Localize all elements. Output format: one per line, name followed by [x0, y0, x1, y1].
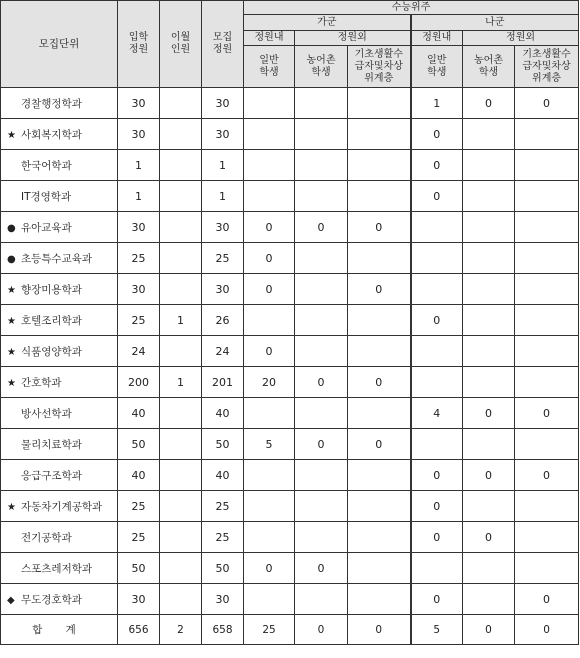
cell-na-basic: [515, 181, 579, 212]
cell-ga-farming: [295, 584, 348, 615]
unit-name: 방사선학과: [21, 407, 72, 420]
cell-recruit: 30: [202, 584, 244, 615]
unit-name: 유아교육과: [21, 221, 72, 234]
total-recruit: 658: [202, 615, 244, 645]
cell-recruit: 30: [202, 88, 244, 119]
cell-admission: 25: [118, 522, 160, 553]
cell-na-basic: [515, 336, 579, 367]
unit-name-cell: [1, 460, 118, 491]
cell-na-basic: [515, 429, 579, 460]
unit-name-cell: [1, 398, 118, 429]
table-row: [1, 553, 579, 584]
table-row: [1, 336, 579, 367]
cell-admission: 24: [118, 336, 160, 367]
cell-transfer: [160, 119, 202, 150]
cell-na-basic: 0: [515, 460, 579, 491]
cell-transfer: [160, 88, 202, 119]
cell-admission: 1: [118, 150, 160, 181]
unit-name-cell: [1, 181, 118, 212]
header-unit: 모집단위: [1, 1, 118, 88]
cell-transfer: [160, 336, 202, 367]
cell-ga-farming: [295, 460, 348, 491]
cell-ga-basic: 0: [348, 429, 411, 460]
cell-transfer: [160, 150, 202, 181]
cell-transfer: [160, 460, 202, 491]
cell-na-general: [411, 429, 463, 460]
cell-ga-general: 0: [244, 553, 295, 584]
cell-transfer: [160, 429, 202, 460]
row-marker-icon: ★: [7, 346, 16, 358]
cell-transfer: [160, 522, 202, 553]
cell-na-farming: [463, 119, 515, 150]
cell-transfer: [160, 181, 202, 212]
cell-ga-farming: [295, 150, 348, 181]
cell-na-general: 0: [411, 305, 463, 336]
unit-name-cell: [1, 88, 118, 119]
table-row: [1, 150, 579, 181]
header-ga-out-quota: 정원외: [295, 31, 411, 46]
unit-name: 향장미용학과: [21, 283, 82, 296]
cell-recruit: 1: [202, 150, 244, 181]
table-row: [1, 522, 579, 553]
cell-recruit: 1: [202, 181, 244, 212]
unit-name: 초등특수교육과: [21, 252, 93, 265]
cell-ga-basic: [348, 150, 411, 181]
total-na-general: 5: [411, 615, 463, 645]
cell-ga-basic: [348, 336, 411, 367]
cell-ga-general: 20: [244, 367, 295, 398]
cell-na-farming: [463, 553, 515, 584]
row-marker-icon: ★: [7, 315, 16, 327]
table-row: [1, 274, 579, 305]
table-row: [1, 398, 579, 429]
unit-name-cell: [1, 243, 118, 274]
cell-na-basic: [515, 305, 579, 336]
unit-name-cell: [1, 305, 118, 336]
cell-na-basic: 0: [515, 88, 579, 119]
cell-admission: 1: [118, 181, 160, 212]
cell-ga-farming: [295, 119, 348, 150]
cell-transfer: [160, 212, 202, 243]
cell-transfer: [160, 274, 202, 305]
cell-ga-general: 0: [244, 212, 295, 243]
cell-ga-farming: [295, 305, 348, 336]
table-row: [1, 584, 579, 615]
cell-recruit: 40: [202, 398, 244, 429]
cell-na-basic: [515, 274, 579, 305]
cell-na-general: [411, 274, 463, 305]
cell-na-basic: 0: [515, 584, 579, 615]
cell-ga-farming: [295, 491, 348, 522]
unit-name: 자동차기계공학과: [21, 500, 103, 513]
cell-na-basic: [515, 367, 579, 398]
cell-admission: 30: [118, 119, 160, 150]
cell-ga-basic: [348, 553, 411, 584]
cell-transfer: [160, 584, 202, 615]
cell-recruit: 50: [202, 429, 244, 460]
cell-na-farming: 0: [463, 460, 515, 491]
row-marker-icon: ★: [7, 377, 16, 389]
cell-na-farming: 0: [463, 398, 515, 429]
cell-ga-basic: [348, 491, 411, 522]
cell-ga-basic: [348, 119, 411, 150]
cell-recruit: 50: [202, 553, 244, 584]
header-ga-farming: 농어촌 학생: [295, 46, 348, 88]
unit-name: 무도경호학과: [21, 593, 82, 606]
table-row: [1, 367, 579, 398]
total-row: [1, 615, 579, 645]
cell-na-general: [411, 212, 463, 243]
row-marker-icon: ★: [7, 284, 16, 296]
cell-ga-basic: [348, 88, 411, 119]
cell-na-farming: [463, 491, 515, 522]
cell-ga-farming: [295, 88, 348, 119]
unit-name: 사회복지학과: [21, 128, 82, 141]
cell-recruit: 30: [202, 212, 244, 243]
total-na-basic: 0: [515, 615, 579, 645]
cell-ga-basic: 0: [348, 212, 411, 243]
unit-name-cell: [1, 367, 118, 398]
cell-na-farming: [463, 584, 515, 615]
unit-name-cell: [1, 212, 118, 243]
cell-na-basic: [515, 553, 579, 584]
cell-na-basic: [515, 522, 579, 553]
header-transfer: 이월 인원: [160, 1, 202, 88]
row-marker-icon: ●: [7, 222, 16, 234]
table-body: [1, 88, 579, 615]
cell-ga-basic: [348, 398, 411, 429]
header-na-in-quota: 정원내: [411, 31, 463, 46]
cell-admission: 200: [118, 367, 160, 398]
cell-ga-general: [244, 119, 295, 150]
table-row: [1, 305, 579, 336]
cell-ga-general: [244, 150, 295, 181]
cell-ga-farming: 0: [295, 429, 348, 460]
cell-ga-basic: [348, 584, 411, 615]
cell-na-general: 1: [411, 88, 463, 119]
unit-name-cell: [1, 491, 118, 522]
header-na-out-quota: 정원외: [463, 31, 579, 46]
cell-na-general: [411, 553, 463, 584]
cell-na-general: 4: [411, 398, 463, 429]
cell-na-farming: 0: [463, 522, 515, 553]
unit-name-cell: [1, 429, 118, 460]
cell-na-basic: [515, 243, 579, 274]
cell-admission: 25: [118, 491, 160, 522]
cell-transfer: [160, 491, 202, 522]
cell-admission: 30: [118, 88, 160, 119]
table-header: [1, 1, 579, 88]
unit-name-cell: [1, 119, 118, 150]
cell-ga-farming: [295, 398, 348, 429]
header-na-general: 일반 학생: [411, 46, 463, 88]
header-csat: 수능위주: [244, 1, 579, 15]
unit-name: 전기공학과: [21, 531, 72, 544]
cell-na-general: 0: [411, 181, 463, 212]
header-admission: 입학 정원: [118, 1, 160, 88]
cell-admission: 40: [118, 398, 160, 429]
cell-ga-general: [244, 491, 295, 522]
cell-transfer: [160, 243, 202, 274]
table-row: [1, 460, 579, 491]
header-na-farming: 농어촌 학생: [463, 46, 515, 88]
cell-ga-general: [244, 88, 295, 119]
table-row: [1, 119, 579, 150]
cell-admission: 30: [118, 212, 160, 243]
cell-ga-basic: [348, 181, 411, 212]
cell-recruit: 30: [202, 119, 244, 150]
table-row: [1, 491, 579, 522]
cell-recruit: 25: [202, 243, 244, 274]
unit-name-cell: [1, 336, 118, 367]
cell-recruit: 24: [202, 336, 244, 367]
cell-recruit: 25: [202, 522, 244, 553]
header-ga-general: 일반 학생: [244, 46, 295, 88]
cell-ga-general: [244, 181, 295, 212]
cell-transfer: [160, 553, 202, 584]
cell-na-general: [411, 243, 463, 274]
cell-na-general: 0: [411, 584, 463, 615]
unit-name-cell: [1, 150, 118, 181]
cell-ga-farming: [295, 243, 348, 274]
cell-transfer: 1: [160, 305, 202, 336]
cell-ga-general: [244, 460, 295, 491]
cell-ga-farming: [295, 522, 348, 553]
cell-ga-basic: 0: [348, 367, 411, 398]
cell-na-farming: [463, 243, 515, 274]
row-marker-icon: ★: [7, 129, 16, 141]
cell-ga-farming: 0: [295, 367, 348, 398]
table-row: [1, 88, 579, 119]
cell-admission: 40: [118, 460, 160, 491]
unit-name: 한국어학과: [21, 159, 72, 172]
row-marker-icon: ★: [7, 501, 16, 513]
cell-ga-general: 5: [244, 429, 295, 460]
cell-ga-basic: [348, 305, 411, 336]
total-label: 합 계: [1, 615, 118, 645]
cell-na-basic: [515, 119, 579, 150]
cell-ga-general: [244, 584, 295, 615]
unit-name-cell: [1, 584, 118, 615]
total-na-farming: 0: [463, 615, 515, 645]
cell-admission: 25: [118, 305, 160, 336]
unit-name: 경찰행정학과: [21, 97, 82, 110]
unit-name-cell: [1, 274, 118, 305]
unit-name-cell: [1, 553, 118, 584]
cell-na-general: [411, 336, 463, 367]
cell-na-general: 0: [411, 522, 463, 553]
cell-na-general: 0: [411, 119, 463, 150]
cell-na-farming: [463, 274, 515, 305]
cell-recruit: 30: [202, 274, 244, 305]
cell-na-basic: 0: [515, 398, 579, 429]
table-row: [1, 243, 579, 274]
cell-na-general: [411, 367, 463, 398]
cell-admission: 30: [118, 274, 160, 305]
cell-ga-general: [244, 398, 295, 429]
header-group-na: 나군: [411, 15, 579, 31]
total-admission: 656: [118, 615, 160, 645]
cell-recruit: 25: [202, 491, 244, 522]
cell-na-basic: [515, 491, 579, 522]
row-marker-icon: ●: [7, 253, 16, 265]
cell-admission: 30: [118, 584, 160, 615]
cell-ga-basic: [348, 522, 411, 553]
cell-recruit: 201: [202, 367, 244, 398]
cell-na-basic: [515, 212, 579, 243]
cell-na-farming: [463, 336, 515, 367]
total-ga-farming: 0: [295, 615, 348, 645]
cell-ga-farming: [295, 274, 348, 305]
table-row: [1, 429, 579, 460]
cell-ga-general: 0: [244, 243, 295, 274]
cell-na-farming: [463, 429, 515, 460]
cell-admission: 25: [118, 243, 160, 274]
table-row: [1, 212, 579, 243]
header-na-basic: 기초생활수 급자및차상 위계층: [515, 46, 579, 88]
cell-na-general: 0: [411, 150, 463, 181]
cell-na-general: 0: [411, 460, 463, 491]
cell-recruit: 26: [202, 305, 244, 336]
unit-name-cell: [1, 522, 118, 553]
cell-na-farming: [463, 367, 515, 398]
cell-ga-farming: [295, 336, 348, 367]
unit-name: 스포츠레저학과: [21, 562, 93, 575]
cell-ga-farming: [295, 181, 348, 212]
cell-na-basic: [515, 150, 579, 181]
header-ga-in-quota: 정원내: [244, 31, 295, 46]
cell-admission: 50: [118, 553, 160, 584]
cell-ga-general: [244, 305, 295, 336]
unit-name: 호텔조리학과: [21, 314, 82, 327]
cell-ga-basic: 0: [348, 274, 411, 305]
total-transfer: 2: [160, 615, 202, 645]
cell-na-farming: 0: [463, 88, 515, 119]
cell-ga-general: 0: [244, 336, 295, 367]
unit-name: IT경영학과: [21, 190, 72, 203]
header-ga-basic: 기초생활수 급자및차상 위계층: [348, 46, 411, 88]
header-recruit: 모집 정원: [202, 1, 244, 88]
cell-ga-farming: 0: [295, 212, 348, 243]
header-group-ga: 가군: [244, 15, 411, 31]
table-row: [1, 181, 579, 212]
cell-admission: 50: [118, 429, 160, 460]
cell-na-farming: [463, 150, 515, 181]
total-ga-general: 25: [244, 615, 295, 645]
cell-transfer: [160, 398, 202, 429]
unit-name: 응급구조학과: [21, 469, 82, 482]
cell-na-farming: [463, 212, 515, 243]
cell-ga-basic: [348, 243, 411, 274]
cell-transfer: 1: [160, 367, 202, 398]
cell-ga-basic: [348, 460, 411, 491]
cell-ga-farming: 0: [295, 553, 348, 584]
unit-name: 식품영양학과: [21, 345, 82, 358]
cell-ga-general: [244, 522, 295, 553]
unit-name: 간호학과: [21, 376, 62, 389]
cell-na-farming: [463, 181, 515, 212]
cell-na-farming: [463, 305, 515, 336]
cell-recruit: 40: [202, 460, 244, 491]
cell-na-general: 0: [411, 491, 463, 522]
unit-name: 물리치료학과: [21, 438, 82, 451]
total-ga-basic: 0: [348, 615, 411, 645]
cell-ga-general: 0: [244, 274, 295, 305]
row-marker-icon: ◆: [7, 594, 15, 606]
